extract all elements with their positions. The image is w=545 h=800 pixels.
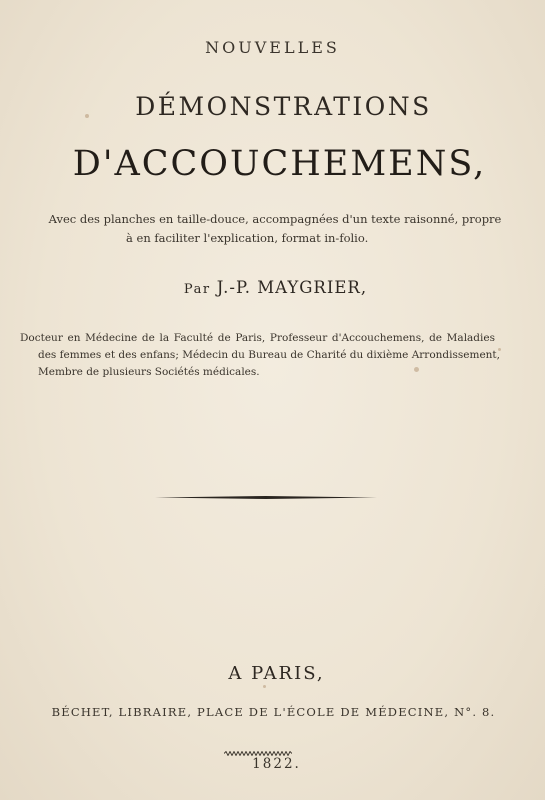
credentials-line-2: des femmes et des enfans; Médecin du Bureau de Charité du dixième Arrondissement, (38, 349, 500, 361)
foxing-spot (414, 367, 419, 372)
title-line-nouvelles: NOUVELLES (205, 38, 340, 57)
imprint-place: A PARIS, (228, 663, 325, 684)
subtitle-line-2: à en faciliter l'explication, format in-folio. (126, 231, 369, 245)
imprint-publisher: BÉCHET, LIBRAIRE, PLACE DE L'ÉCOLE DE MÉDECINE, N°. 8. (51, 705, 496, 719)
subtitle-line-1: Avec des planches en taille-douce, accompagnées d'un texte raisonné, propre (48, 212, 502, 226)
title-line-accouchemens: D'ACCOUCHEMENS, (72, 144, 487, 184)
author-name: J.-P. MAYGRIER, (216, 278, 368, 297)
title-line-demonstrations: DÉMONSTRATIONS (135, 92, 432, 121)
imprint-year: 1822. (252, 756, 301, 772)
credentials-line-1: Docteur en Médecine de la Faculté de Paris, Professeur d'Accouchemens, de Maladies (20, 332, 495, 344)
foxing-spot (85, 114, 89, 118)
ornament-divider (224, 741, 292, 746)
foxing-spot (498, 348, 501, 351)
author-line (0, 278, 545, 297)
foxing-spot (263, 685, 266, 688)
decorative-rule (155, 496, 377, 499)
author-prefix: Par (183, 282, 211, 297)
credentials-line-3: Membre de plusieurs Sociétés médicales. (38, 366, 260, 378)
